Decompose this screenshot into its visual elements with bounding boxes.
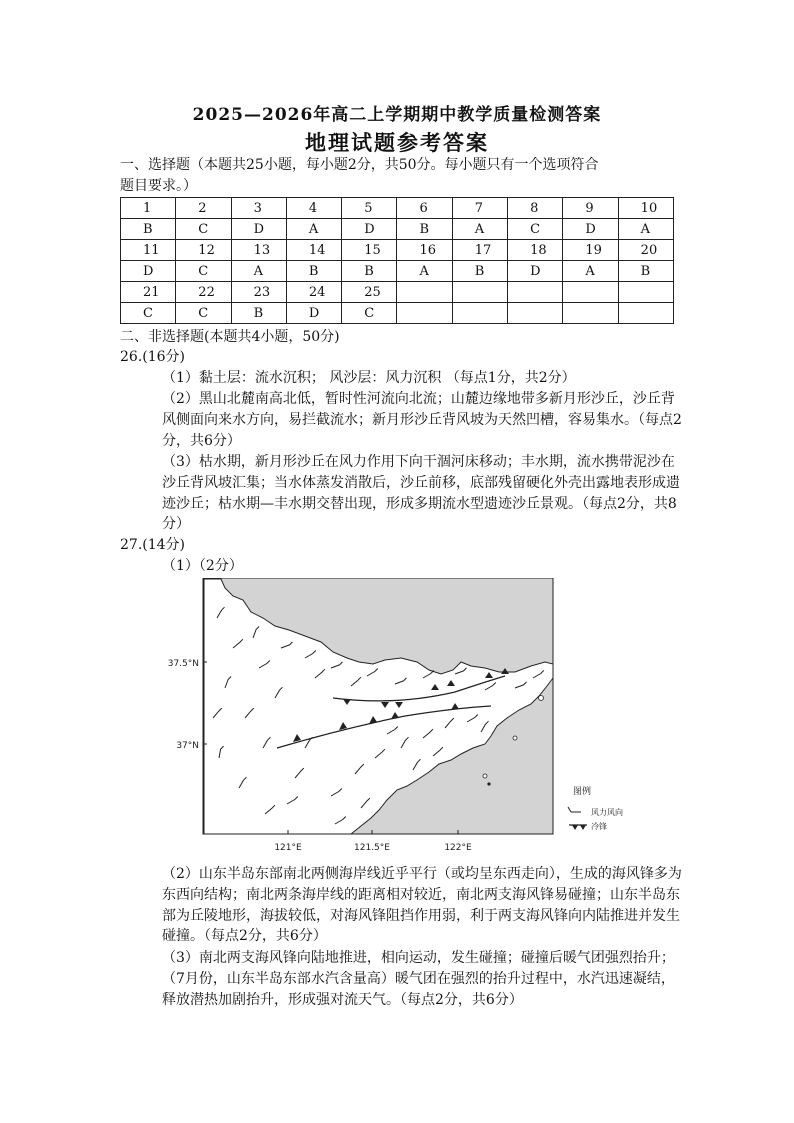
question-number-cell: 12 [176, 240, 231, 261]
q27-part2 [120, 864, 682, 947]
legend-title: 图例 [573, 787, 592, 797]
answer-cell [397, 303, 452, 324]
question-number-cell [452, 282, 507, 303]
answer-cell: A [286, 219, 341, 240]
exam-title: 2025—2026年高二上学期期中教学质量检测答案 [192, 105, 602, 125]
question-number-cell: 21 [121, 282, 176, 303]
question-number-cell: 14 [286, 240, 341, 261]
answer-cell [563, 303, 618, 324]
question-number-cell: 18 [508, 240, 563, 261]
answer-cell: D [231, 219, 286, 240]
answer-table-row [121, 282, 674, 303]
answer-table-row [121, 240, 674, 261]
answer-cell: C [121, 303, 176, 324]
answer-cell: B [231, 303, 286, 324]
answer-cell: B [121, 219, 176, 240]
q27-label: 27.(14分) [120, 537, 186, 553]
answer-cell [508, 303, 563, 324]
lat-label-37-5: 37.5°N [167, 659, 199, 669]
lon-label-121: 121°E [274, 843, 302, 853]
q26-part3-text: （3）枯水期，新月形沙丘在风力作用下向干涸河床移动；丰水期，流水携带泥沙在沙丘背风坡汇集；当水体蒸发消散后，沙丘前移，底部残留硬化外壳出露地表形成遗迹沙丘；枯水期—丰水期交替出现，形成多期流水型遗迹沙丘景观。（每点2分，共8分） [162, 454, 680, 533]
question-number-cell: 10 [618, 198, 673, 219]
question-number-cell: 23 [231, 282, 286, 303]
question-number-cell: 9 [563, 198, 618, 219]
island [513, 736, 517, 740]
section1-heading-line2: 题目要求。） [120, 178, 197, 194]
question-number-cell: 17 [452, 240, 507, 261]
question-number-cell: 4 [286, 198, 341, 219]
question-number-cell: 2 [176, 198, 231, 219]
question-number-cell [618, 282, 673, 303]
q26-part2 [120, 389, 682, 451]
answer-cell: C [176, 219, 231, 240]
question-number-cell: 16 [397, 240, 452, 261]
answer-table-row [121, 219, 674, 240]
q26-part1-text: （1）黏土层：流水沉积； 风沙层：风力沉积 （每点1分，共2分） [162, 370, 576, 386]
q27-part2-text: （2）山东半岛东部南北两侧海岸线近乎平行（或均呈东西走向），生成的海风锋多为东西向结构；南北两条海岸线的距离相对较近，南北两支海风锋易碰撞；山东半岛东部为丘陵地形，海拔较低，对海风锋阻挡作用弱，利于两支海风锋向内陆推进并发生碰撞。（每点2分，共6分） [162, 866, 682, 945]
answer-cell: C [508, 219, 563, 240]
q27-part1: （1）（2分） [162, 558, 243, 574]
answer-table-row [121, 198, 674, 219]
legend-front-label: 冷锋 [591, 822, 607, 831]
answer-cell: A [618, 219, 673, 240]
q26-part2-text: （2）黑山北麓南高北低，暂时性河流向北流；山麓边缘地带多新月形沙丘，沙丘背风侧面向来水方向，易拦截流水；新月形沙丘背风坡为天然凹槽，容易集水。（每点2分，共6分） [162, 391, 682, 449]
answer-table-row [121, 261, 674, 282]
subject-title: 地理试题参考答案 [305, 130, 489, 155]
answer-cell: A [397, 261, 452, 282]
question-number-cell [508, 282, 563, 303]
question-number-cell: 5 [342, 198, 397, 219]
question-number-cell: 15 [342, 240, 397, 261]
question-number-cell: 25 [342, 282, 397, 303]
legend-wind-label: 风力风向 [591, 808, 623, 817]
island [539, 696, 544, 701]
answer-cell: B [618, 261, 673, 282]
sea-breeze-front-map [155, 578, 635, 860]
answer-cell: D [508, 261, 563, 282]
answer-cell [452, 303, 507, 324]
legend-wind-symbol [568, 807, 581, 812]
answer-cell: C [342, 303, 397, 324]
q27-part3-text: （3）南北两支海风锋向陆地推进，相向运动，发生碰撞；碰撞后暖气团强烈抬升；（7月份，山东半岛东部水汽含量高）暖气团在强烈的抬升过程中，水汽迅速凝结，释放潜热加剧抬升，形成强对流天气。（每点2分，共6分） [162, 950, 675, 1008]
answer-cell: D [342, 219, 397, 240]
answer-cell: A [231, 261, 286, 282]
answer-table-row [121, 303, 674, 324]
question-number-cell: 19 [563, 240, 618, 261]
question-number-cell: 8 [508, 198, 563, 219]
lat-label-37: 37°N [176, 741, 199, 751]
question-number-cell: 22 [176, 282, 231, 303]
q26-part3 [120, 452, 682, 535]
answer-cell: D [286, 303, 341, 324]
question-number-cell: 1 [121, 198, 176, 219]
question-number-cell: 6 [397, 198, 452, 219]
answer-cell: D [121, 261, 176, 282]
section1-heading-line1: 一、选择题（本题共25小题，每小题2分，共50分。每小题只有一个选项符合 [120, 157, 599, 173]
section2-heading: 二、非选择题(本题共4小题，50分) [120, 329, 340, 345]
question-number-cell [563, 282, 618, 303]
answer-cell: B [452, 261, 507, 282]
answer-cell: A [563, 261, 618, 282]
question-number-cell: 11 [121, 240, 176, 261]
lon-label-121-5: 121.5°E [354, 843, 390, 853]
island [483, 774, 487, 778]
island [487, 782, 490, 785]
question-number-cell: 24 [286, 282, 341, 303]
q26-part1 [120, 368, 682, 389]
answer-cell [618, 303, 673, 324]
answer-cell: D [563, 219, 618, 240]
q27-part3 [120, 948, 682, 1010]
question-number-cell: 7 [452, 198, 507, 219]
answer-cell: B [397, 219, 452, 240]
q26-label: 26.(16分) [120, 349, 186, 365]
legend-front-symbol [569, 825, 587, 830]
answer-cell: C [176, 303, 231, 324]
answer-cell: A [452, 219, 507, 240]
answer-cell: C [176, 261, 231, 282]
question-number-cell [397, 282, 452, 303]
question-number-cell: 13 [231, 240, 286, 261]
answer-cell: B [286, 261, 341, 282]
question-number-cell: 3 [231, 198, 286, 219]
answer-cell: B [342, 261, 397, 282]
answer-table [120, 197, 674, 324]
question-number-cell: 20 [618, 240, 673, 261]
lon-label-122: 122°E [444, 843, 472, 853]
